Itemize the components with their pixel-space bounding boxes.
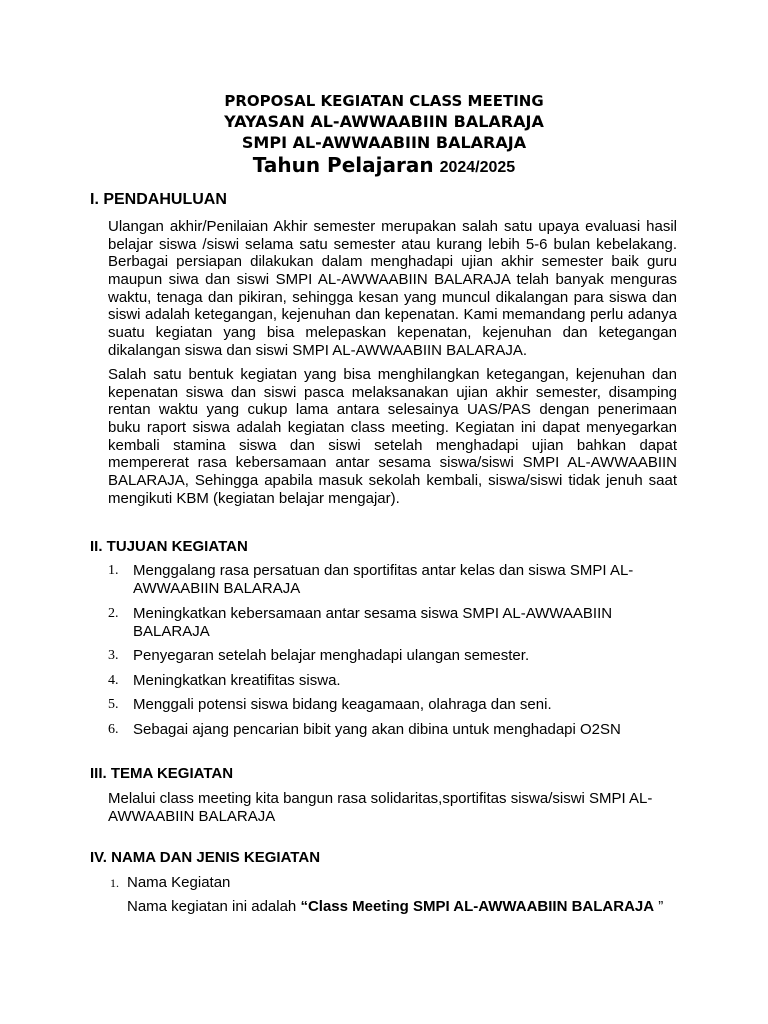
list-item [108, 647, 668, 665]
academic-year [0, 151, 768, 182]
list-item-text: Penyegaran setelah belajar menghadapi ulangan semester. [133, 647, 530, 664]
section-heading-nama-jenis: IV. NAMA DAN JENIS KEGIATAN [90, 849, 321, 866]
academic-year-value: 2024/2025 [439, 159, 516, 176]
section-heading-pendahuluan: I. PENDAHULUAN [90, 191, 227, 208]
paragraph-line: mempererat rasa kebersamaan antar sesama siswa/siswi SMPI AL-AWWAABIIN [108, 454, 677, 472]
activity-name-description [127, 898, 663, 916]
paragraph-line: rentan waktu yang cukup lama antara selesainya UAS/PAS dengan penerimaan [108, 401, 677, 419]
list-item-number: 2. [108, 605, 119, 621]
academic-year-label: Tahun Pelajaran [252, 153, 434, 177]
paragraph-line: kembali stamina siswa dan siswi setelah menghadapi ujian bahkan dapat [108, 436, 677, 454]
section-heading-tema: III. TEMA KEGIATAN [90, 765, 234, 782]
list-item-text: Menggali potensi siswa bidang keagamaan, olahraga dan seni. [133, 696, 552, 713]
list-item-number: 6. [108, 721, 119, 737]
paragraph-line: buku raport siswa adalah kegiatan class meeting. Kegiatan ini dapat menyegarkan [108, 419, 677, 437]
list-item [108, 605, 668, 641]
paragraph-line: kepenatan siswa dan siswi pasca melaksanakan ujian akhir semester, disamping [108, 383, 677, 401]
paragraph-line: suatu kegiatan yang bisa melepaskan kepenatan, kejenuhan dan ketegangan [108, 324, 677, 342]
section-heading-tujuan: II. TUJUAN KEGIATAN [90, 538, 248, 555]
paragraph-line: belajar siswa /siswi selama satu semester atau kurang lebih 5-6 bulan kebelakang. [108, 235, 677, 253]
list-item [108, 562, 668, 598]
list-item [108, 721, 668, 739]
paragraph-line: maupun siwa dan siswi SMPI AL-AWWAABIIN BALARAJA telah banyak menguras [108, 271, 677, 289]
paragraph-line: dikalangan siswa dan siswi SMPI AL-AWWAABIIN BALARAJA. [108, 341, 528, 359]
paragraph-line: Salah satu bentuk kegiatan yang bisa menghilangkan ketegangan, kejenuhan dan [108, 366, 677, 383]
paragraph-pendahuluan-2 [108, 366, 677, 508]
paragraph-line: Berbagai persiapan dilakukan dalam menghadapi ujian akhir semester baik guru [108, 253, 677, 271]
paragraph-pendahuluan-1 [108, 218, 677, 360]
list-item-text: Sebagai ajang pencarian bibit yang akan dibina untuk menghadapi O2SN [133, 720, 621, 738]
theme-text: Melalui class meeting kita bangun rasa solidaritas,sportifitas siswa/siswi SMPI AL-AWWAABIIN BALARAJA [108, 790, 653, 825]
school-name: SMPI AL-AWWAABIIN BALARAJA [241, 133, 527, 152]
list-item-text: Meningkatkan kreatifitas siswa. [133, 671, 341, 689]
list-item-number: 4. [108, 672, 119, 688]
description-suffix: ” [654, 898, 664, 915]
list-item-number: 3. [108, 648, 119, 663]
activity-name-label: Nama Kegiatan [127, 874, 231, 891]
description-prefix: Nama kegiatan ini adalah [127, 898, 301, 915]
proposal-title: PROPOSAL KEGIATAN CLASS MEETING [224, 92, 544, 110]
paragraph-line: mengikuti KBM (kegiatan belajar mengajar). [108, 489, 400, 507]
list-item-number: 5. [108, 697, 119, 712]
foundation-name: YAYASAN AL-AWWAABIIN BALARAJA [224, 112, 544, 131]
paragraph-line: waktu, tenaga dan pikiran, sehingga kesan yang muncul dikalangan para siswa dan [108, 288, 677, 306]
activity-name-bold: “Class Meeting SMPI AL-AWWAABIIN BALARAJA [300, 898, 655, 915]
objectives-list [108, 562, 668, 745]
list-item-text: Meningkatkan kebersamaan antar sesama siswa SMPI AL-AWWAABIIN BALARAJA [133, 604, 613, 640]
list-item [108, 696, 668, 714]
paragraph-line: BALARAJA, Sehingga apabila masuk sekolah kembali, siswa/siswi tidak jenuh saat [108, 472, 677, 490]
paragraph-line: Ulangan akhir/Penilaian Akhir semester merupakan salah satu upaya evaluasi hasil [108, 218, 677, 235]
paragraph-line: siswi adalah ketegangan, kejenuhan dan kepenatan. Kami memandang perlu adanya [108, 306, 677, 324]
list-item-number: 1. [108, 563, 119, 578]
list-item-text: Menggalang rasa persatuan dan sportifitas antar kelas dan siswa SMPI AL-AWWAABIIN BALARAJA [133, 562, 634, 597]
list-item [108, 672, 668, 690]
list-item-number: 1. [110, 876, 119, 890]
